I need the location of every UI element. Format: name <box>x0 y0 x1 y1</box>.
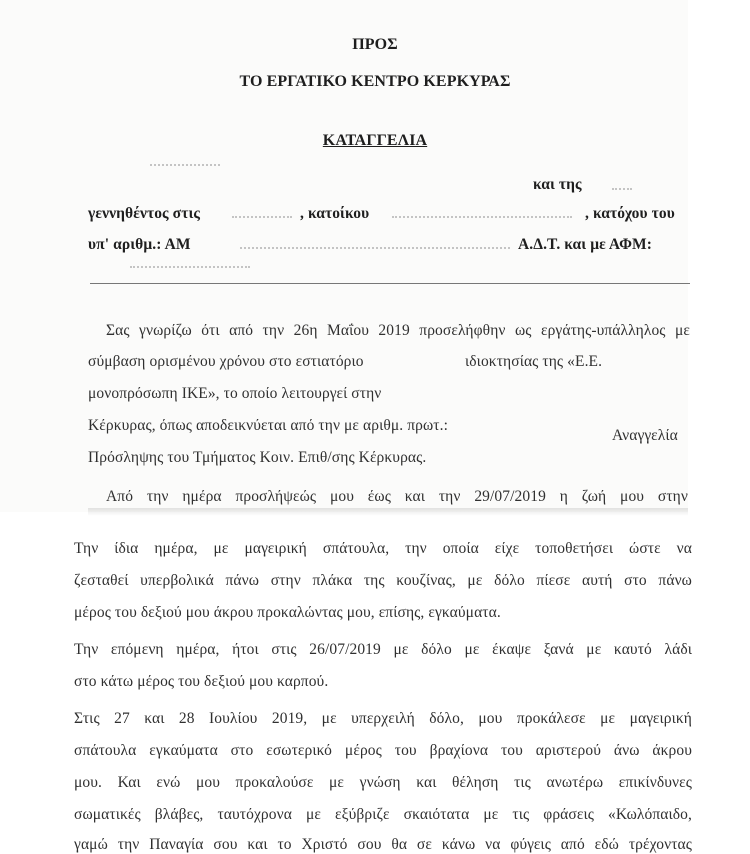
p1-line3: μονοπρόσωπη ΙΚΕ», το οποίο λειτουργεί στην <box>88 385 382 402</box>
p2-line1: Από την ημέρα προσλήψεώς μου έως και την 29/07/2019 η ζωή μου στην <box>106 488 688 505</box>
identity-resident: , κατοίκου <box>300 205 370 222</box>
identity-am: υπ' αριθμ.: ΑΜ <box>88 236 191 253</box>
p5-line2: σπάτουλα εγκαύματα στο εσωτερικό μέρος του βραχίονα του αριστερού άνω άκρου <box>74 742 692 759</box>
p3-line1: Την ίδια ημέρα, με μαγειρική σπάτουλα, την οποία είχε τοποθετήσει ώστε να <box>74 540 692 557</box>
p5-line1: Στις 27 και 28 Ιουλίου 2019, με υπερχειλή δόλο, μου προκάλεσε με μαγειρική <box>74 710 692 727</box>
separator-line <box>90 283 690 284</box>
p1-line2b: ιδιοκτησίας της «Ε.Ε. <box>465 353 603 370</box>
header-to: ΠΡΟΣ <box>352 36 398 53</box>
header-recipient: ΤΟ ΕΡΓΑΤΙΚΟ ΚΕΝΤΡΟ ΚΕΡΚΥΡΑΣ <box>239 73 511 90</box>
redaction-mark <box>130 262 250 268</box>
redaction-mark <box>392 212 572 218</box>
p1-line1: Σας γνωρίζω ότι από την 26η Μαΐου 2019 προσελήφθην ως εργάτης-υπάλληλος με <box>106 322 690 339</box>
p4-line1: Την επόμενη ημέρα, ήτοι στις 26/07/2019 με δόλο με έκαψε ξανά με καυτό λάδι <box>74 641 692 658</box>
p1-line4b: Αναγγελία <box>612 427 678 444</box>
identity-line1-right: και της <box>533 176 582 193</box>
redaction-mark <box>150 160 220 166</box>
p1-line2a: σύμβαση ορισμένου χρόνου στο εστιατόριο <box>88 353 364 370</box>
p3-line3: μέρος του δεξιού μου άκρου προκαλώντας μου, επίσης, εγκαύματα. <box>74 604 501 621</box>
identity-born: γεννηθέντος στις <box>88 205 200 222</box>
identity-adt: Α.Δ.Τ. και με ΑΦΜ: <box>518 236 653 253</box>
p5-line5: γαμώ την Παναγία σου και το Χριστό σου θα σε κάνω να φύγεις από εδώ τρέχοντας <box>74 836 692 853</box>
p5-line4: σωματικές βλάβες, ταυτόχρονα με εξύβριζε σκαιότατα με τις φράσεις «Κωλόπαιδο, <box>74 806 692 823</box>
identity-holder: , κατόχου του <box>585 205 675 222</box>
redaction-mark <box>240 243 510 249</box>
p4-line2: στο κάτω μέρος του δεξιού μου καρπού. <box>74 673 329 690</box>
redaction-mark <box>612 184 632 190</box>
document-title: ΚΑΤΑΓΓΕΛΙΑ <box>322 132 428 149</box>
p5-line3: μου. Και ενώ μου προκαλούσε με γνώση και θέληση τις ανωτέρω επικίνδυνες <box>74 774 692 791</box>
p1-line5: Πρόσληψης του Τμήματος Κοιν. Επιθ/σης Κέρκυρας. <box>88 449 427 466</box>
p3-line2: ζεσταθεί υπερβολικά πάνω στην πλάκα της κουζίνας, με δόλο πίεσε αυτή στο πάνω <box>74 572 692 589</box>
scan-edge <box>88 508 688 516</box>
redaction-mark <box>232 212 292 218</box>
p1-line4a: Κέρκυρας, όπως αποδεικνύεται από την με αριθμ. πρωτ.: <box>88 417 448 434</box>
